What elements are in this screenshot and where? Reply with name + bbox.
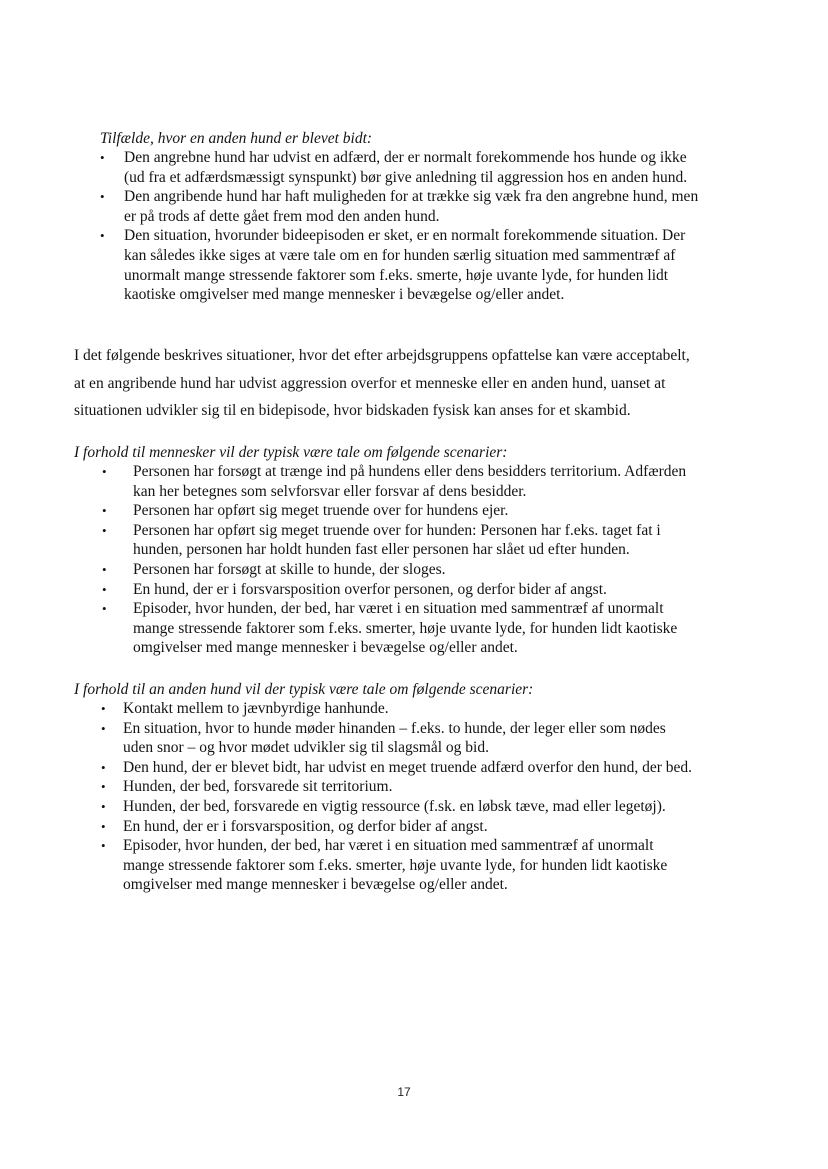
list-item-line: Kontakt mellem to jævnbyrdige hanhunde. [123,700,389,717]
list-item [102,560,764,580]
list-item-line: Personen har opført sig meget truende over for hundens ejer. [133,502,509,520]
bullet-icon: • [102,464,107,479]
list-item-line: uden snor – og hvor mødet udvikler sig til slagsmål og bid. [123,739,489,757]
bullet-icon: • [102,601,107,617]
list-item-line: omgivelser med mange mennesker i bevægelse og/eller andet. [123,876,508,894]
section-heading: I forhold til mennesker vil der typisk være tale om følgende scenarier: [74,444,508,461]
list-item [102,501,764,521]
list-item [101,836,764,895]
list-item-line: (ud fra et adfærdsmæssigt synspunkt) bør give anledning til aggression hos en anden hund. [124,168,688,186]
list-item-line: Episoder, hvor hunden, der bed, har været i en situation med sammentræf af unormalt [133,600,664,618]
list-item [101,797,764,817]
list-item-line: Hunden, der bed, forsvarede sit territorium. [123,778,393,796]
bullet-list [100,148,760,305]
list-item-line: kaotiske omgivelser med mange mennesker i bevægelse og/eller andet. [124,286,565,304]
list-item [101,719,764,758]
list-item-line: En hund, der er i forsvarsposition, og derfor bider af angst. [123,817,488,835]
list-item [101,758,764,778]
list-item-line: kan således ikke siges at være tale om en for hunden særlig situation med sammentræf af [124,246,676,264]
bullet-list [102,462,764,658]
list-item-line: Den situation, hvorunder bideepisoden er sket, er en normalt forekommende situation. Der [124,227,686,245]
list-item [100,226,760,304]
bullet-icon: • [101,818,106,834]
bullet-icon: • [101,838,106,854]
list-item [102,599,764,658]
bullet-icon: • [102,561,107,577]
section-heading: I forhold til an anden hund vil der typisk være tale om følgende scenarier: [74,681,534,698]
list-item [100,187,760,226]
list-item-line: Personen har opført sig meget truende over for hunden: Personen har f.eks. taget fat i [133,521,661,539]
paragraph-line: situationen udvikler sig til en bidepisode, hvor bidskaden fysisk kan anses for et skambid. [74,402,631,419]
bullet-icon: • [101,720,106,736]
list-item-line: En situation, hvor to hunde møder hinanden – f.eks. to hunde, der leger eller som nødes [123,719,666,737]
list-item [101,699,764,719]
page-number: 17 [397,1085,411,1099]
list-item-line: kan her betegnes som selvforsvar eller forsvar af dens besidder. [133,482,527,500]
list-item-line: unormalt mange stressende faktorer som f.eks. smerte, høje uvante lyde, for hunden lidt [124,266,669,284]
list-item-line: hunden, personen har holdt hunden fast eller personen har slået ud efter hunden. [133,541,630,559]
list-item [102,580,764,600]
list-item-line: mange stressende faktorer som f.eks. smerter, høje uvante lyde, for hunden lidt kaotiske [133,619,678,637]
bullet-icon: • [100,228,105,244]
list-item [102,462,764,501]
list-item-line: Episoder, hvor hunden, der bed, har været i en situation med sammentræf af unormalt [123,837,654,855]
intro-paragraph [74,342,764,425]
bullet-icon: • [100,189,105,205]
list-item-line: Den hund, der er blevet bidt, har udvist en meget truende adfærd overfor den hund, der bed. [123,758,693,776]
bullet-icon: • [101,759,106,775]
list-item-line: Personen har forsøgt at skille to hunde, der sloges. [133,560,446,578]
paragraph-line: at en angribende hund har udvist aggression overfor et menneske eller en anden hund, uanset at [74,374,666,392]
bullet-icon: • [100,150,105,165]
list-item-line: En hund, der er i forsvarsposition overfor personen, og derfor bider af angst. [133,580,607,598]
section-humans [74,443,764,658]
section-other-dog [74,680,764,895]
section-dog-bitten [100,129,760,305]
list-item-line: Den angribende hund har haft muligheden for at trække sig væk fra den angrebne hund, men [124,188,699,206]
list-item-line: Hunden, der bed, forsvarede en vigtig ressource (f.sk. en løbsk tæve, mad eller legetøj). [123,797,666,815]
list-item-line: Personen har forsøgt at trænge ind på hundens eller dens besidders territorium. Adfærden [133,463,687,480]
paragraph-line: I det følgende beskrives situationer, hvor det efter arbejdsgruppens opfattelse kan være acceptabelt, [74,347,690,364]
list-item-line: er på trods af dette gået frem mod den anden hund. [124,207,440,225]
bullet-icon: • [101,798,106,814]
list-item [101,817,764,837]
list-item-line: omgivelser med mange mennesker i bevægelse og/eller andet. [133,639,518,657]
list-item [100,148,760,187]
bullet-icon: • [102,522,107,538]
list-item-line: Den angrebne hund har udvist en adfærd, der er normalt forekommende hos hunde og ikke [124,149,687,166]
list-item-line: mange stressende faktorer som f.eks. smerter, høje uvante lyde, for hunden lidt kaotiske [123,856,668,874]
section-heading: Tilfælde, hvor en anden hund er blevet bidt: [100,130,373,147]
list-item [102,521,764,560]
list-item [101,777,764,797]
bullet-list [101,699,764,895]
bullet-icon: • [101,701,106,716]
bullet-icon: • [101,779,106,795]
bullet-icon: • [102,581,107,597]
bullet-icon: • [102,503,107,519]
